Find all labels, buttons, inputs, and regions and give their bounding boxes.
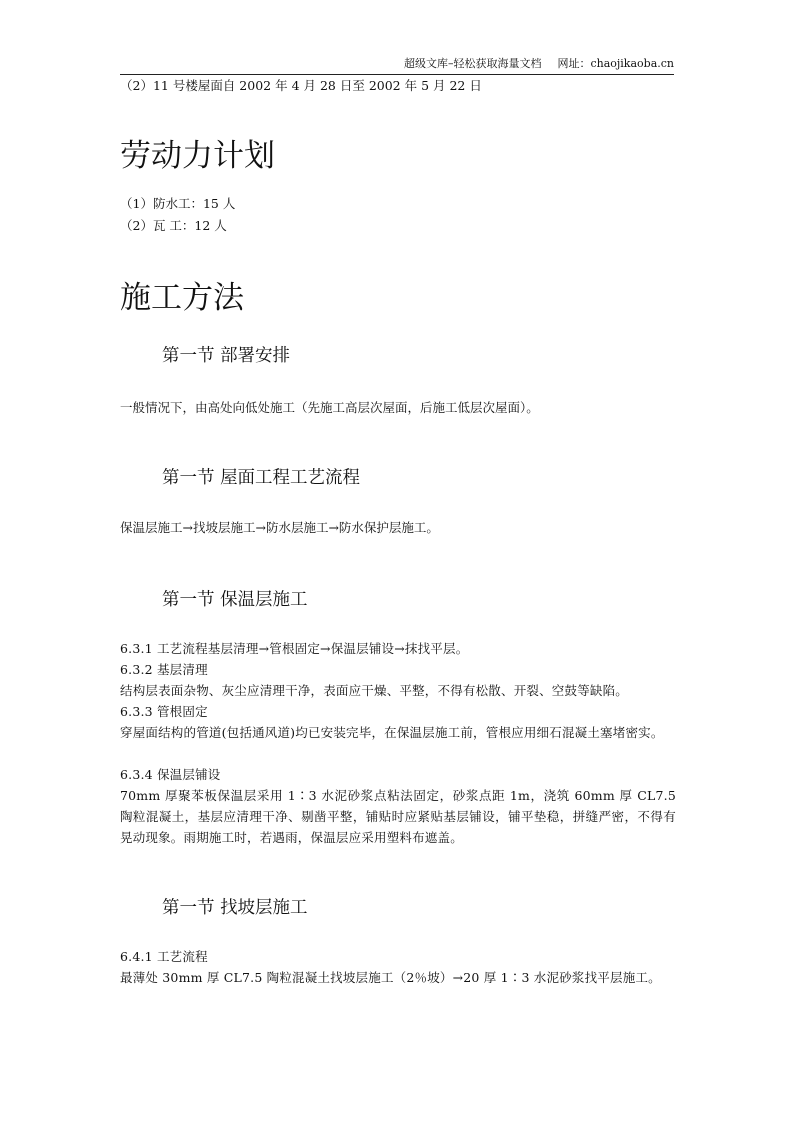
schedule-line: （2）11 号楼屋面自 2002 年 4 月 28 日至 2002 年 5 月 22 日 xyxy=(120,78,482,93)
header-library-text: 超级文库–轻松获取海量文档 xyxy=(403,57,542,70)
insulation-base-cleaning-text: 结构层表面杂物、灰尘应清理干净，表面应干燥、平整，不得有松散、开裂、空鼓等缺陷。 xyxy=(120,683,629,698)
construction-method-heading: 施工方法 xyxy=(120,280,244,316)
section-slope-layer-heading: 第一节 找坡层施工 xyxy=(162,898,308,918)
insulation-subheading-laying: 6.3.4 保温层铺设 xyxy=(120,767,221,782)
insulation-process-line: 6.3.1 工艺流程基层清理→管根固定→保温层铺设→抹找平层。 xyxy=(120,641,469,656)
section-process-flow-body: 保温层施工→找坡层施工→防水层施工→防水保护层施工。 xyxy=(120,520,439,535)
section-deployment-heading: 第一节 部署安排 xyxy=(162,346,291,366)
insulation-pipe-fixing-text: 穿屋面结构的管道(包括通风道)均已安装完毕，在保温层施工前，管根应用细石混凝土塞堵密实。 xyxy=(120,725,664,740)
labor-plan-heading: 劳动力计划 xyxy=(120,138,275,174)
header-site-text: 网址：chaojikaoba.cn xyxy=(557,57,674,70)
insulation-subheading-base-cleaning: 6.3.2 基层清理 xyxy=(120,662,208,677)
page-header xyxy=(120,56,674,75)
insulation-laying-text: 70mm 厚聚苯板保温层采用 1∶3 水泥砂浆点粘法固定，砂浆点距 1m，浇筑 60mm 厚 CL7.5 陶粒混凝土，基层应清理干净、剔凿平整，铺贴时应紧贴基层铺设，铺平垫稳，拼缝严密，不得有晃动现象。雨期施工时，若遇雨，保温层应采用塑料布遮盖。 xyxy=(120,788,676,845)
section-process-flow-heading: 第一节 屋面工程工艺流程 xyxy=(162,468,361,488)
section-insulation-heading: 第一节 保温层施工 xyxy=(162,590,308,610)
slope-layer-subheading-process: 6.4.1 工艺流程 xyxy=(120,949,208,964)
labor-item-tiler: （2）瓦 工：12 人 xyxy=(120,218,227,233)
insulation-subheading-pipe-fixing: 6.3.3 管根固定 xyxy=(120,704,208,719)
labor-item-waterproof: （1）防水工：15 人 xyxy=(120,196,236,211)
section-deployment-body: 一般情况下，由高处向低处施工（先施工高层次屋面，后施工低层次屋面）。 xyxy=(120,400,539,415)
slope-layer-process-text: 最薄处 30mm 厚 CL7.5 陶粒混凝土找坡层施工（2％坡）→20 厚 1∶3 水泥砂浆找平层施工。 xyxy=(120,970,661,985)
